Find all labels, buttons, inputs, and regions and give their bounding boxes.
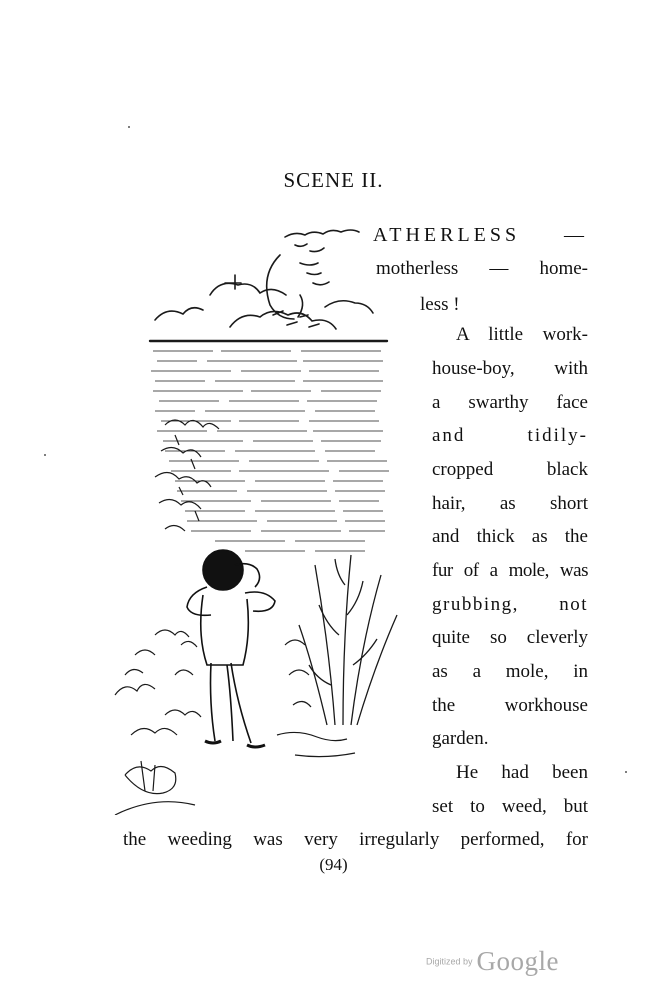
text-line-16: garden. [432,728,489,749]
text-line-4: A little work- [456,324,588,345]
scan-speck [128,126,130,128]
text-line-14: as a mole, in [432,661,588,682]
engraving-illustration [95,215,425,815]
text-line-13: quite so cleverly [432,627,588,648]
scan-speck [625,771,627,773]
text-line-1: ATHERLESS — [373,224,588,246]
text-line-3: less ! [420,294,460,315]
watermark-prefix: Digitized by [426,956,473,967]
text-line-2: motherless — home- [376,258,588,279]
scan-speck [44,454,46,456]
scene-title: SCENE II. [283,168,384,192]
text-line-15: the workhouse [432,695,588,716]
text-line-5: house-boy, with [432,358,588,379]
text-line-19: the weeding was very irregularly performed, for [123,829,588,850]
text-line-10: and thick as the [432,526,588,547]
digitized-watermark [426,946,559,977]
text-line-12: grubbing, not [432,594,588,615]
text-line-18: set to weed, but [432,796,588,817]
text-line-6: a swarthy face [432,392,588,413]
google-logo: Google [476,946,560,976]
text-line-7: and tidily- [432,425,588,446]
text-line-11: fur of a mole, was [432,560,588,581]
text-line-9: hair, as short [432,493,588,514]
text-line-17: He had been [456,762,588,783]
page-number: (94) [319,855,348,874]
text-line-8: cropped black [432,459,588,480]
